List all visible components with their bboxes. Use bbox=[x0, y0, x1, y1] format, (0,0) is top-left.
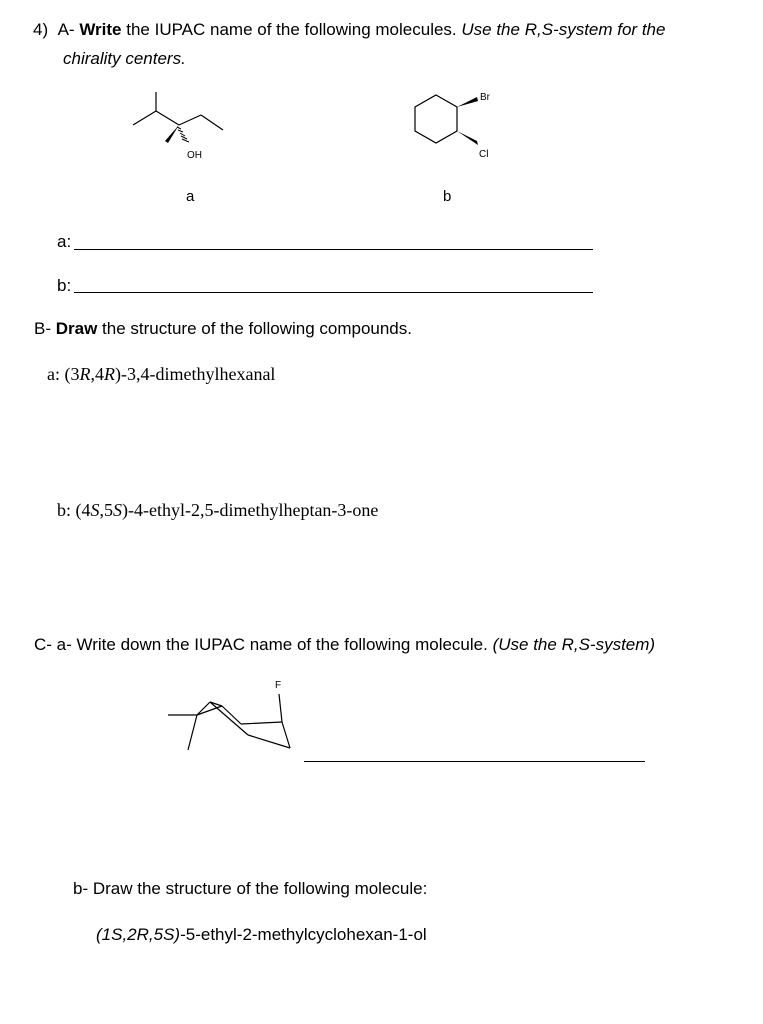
molecule-a-structure bbox=[125, 85, 235, 170]
bond bbox=[241, 722, 282, 724]
question-c-b-heading: b- Draw the structure of the following molecule: bbox=[73, 879, 428, 898]
question-a-heading-cont: chirality centers. bbox=[63, 49, 186, 68]
wedge-bond-br bbox=[457, 97, 478, 107]
answer-a-line[interactable] bbox=[74, 249, 593, 250]
question-a-heading: 4) A- Write the IUPAC name of the following molecules. Use the R,S-system for the bbox=[33, 20, 666, 39]
cyclohexane-ring bbox=[415, 95, 457, 143]
question-c-a-heading: C- a- Write down the IUPAC name of the following molecule. (Use the R,S-system) bbox=[34, 635, 656, 654]
bond bbox=[133, 111, 156, 125]
molecule-b-structure bbox=[400, 85, 510, 170]
answer-b-line[interactable] bbox=[74, 292, 593, 293]
bond bbox=[179, 115, 201, 125]
molecule-c-structure bbox=[160, 670, 310, 760]
answer-a-label: a: bbox=[57, 232, 72, 251]
bond bbox=[282, 722, 290, 748]
compound-b-a: a: (3R,4R)-3,4-dimethylhexanal bbox=[47, 364, 276, 384]
answer-c-line[interactable] bbox=[304, 761, 645, 762]
wedge-bond-cl bbox=[457, 131, 478, 145]
bond bbox=[188, 715, 197, 750]
bond bbox=[201, 115, 223, 130]
br-label: Br bbox=[480, 92, 490, 103]
molecule-a-label: a bbox=[186, 188, 195, 205]
compound-c-b: (1S,2R,5S)-5-ethyl-2-methylcyclohexan-1-ol bbox=[96, 925, 427, 944]
bond bbox=[248, 735, 290, 748]
f-label: F bbox=[275, 680, 282, 691]
bond bbox=[210, 702, 248, 735]
bond bbox=[279, 694, 282, 722]
bond bbox=[156, 111, 179, 125]
wedge-bond bbox=[165, 125, 179, 143]
molecule-b-label: b bbox=[443, 188, 452, 205]
compound-b-b: b: (4S,5S)-4-ethyl-2,5-dimethylheptan-3-one bbox=[57, 500, 379, 520]
question-b-heading: B- Draw the structure of the following compounds. bbox=[34, 319, 412, 338]
oh-label: OH bbox=[187, 150, 202, 161]
answer-b-label: b: bbox=[57, 276, 72, 295]
cl-label: Cl bbox=[479, 149, 489, 160]
